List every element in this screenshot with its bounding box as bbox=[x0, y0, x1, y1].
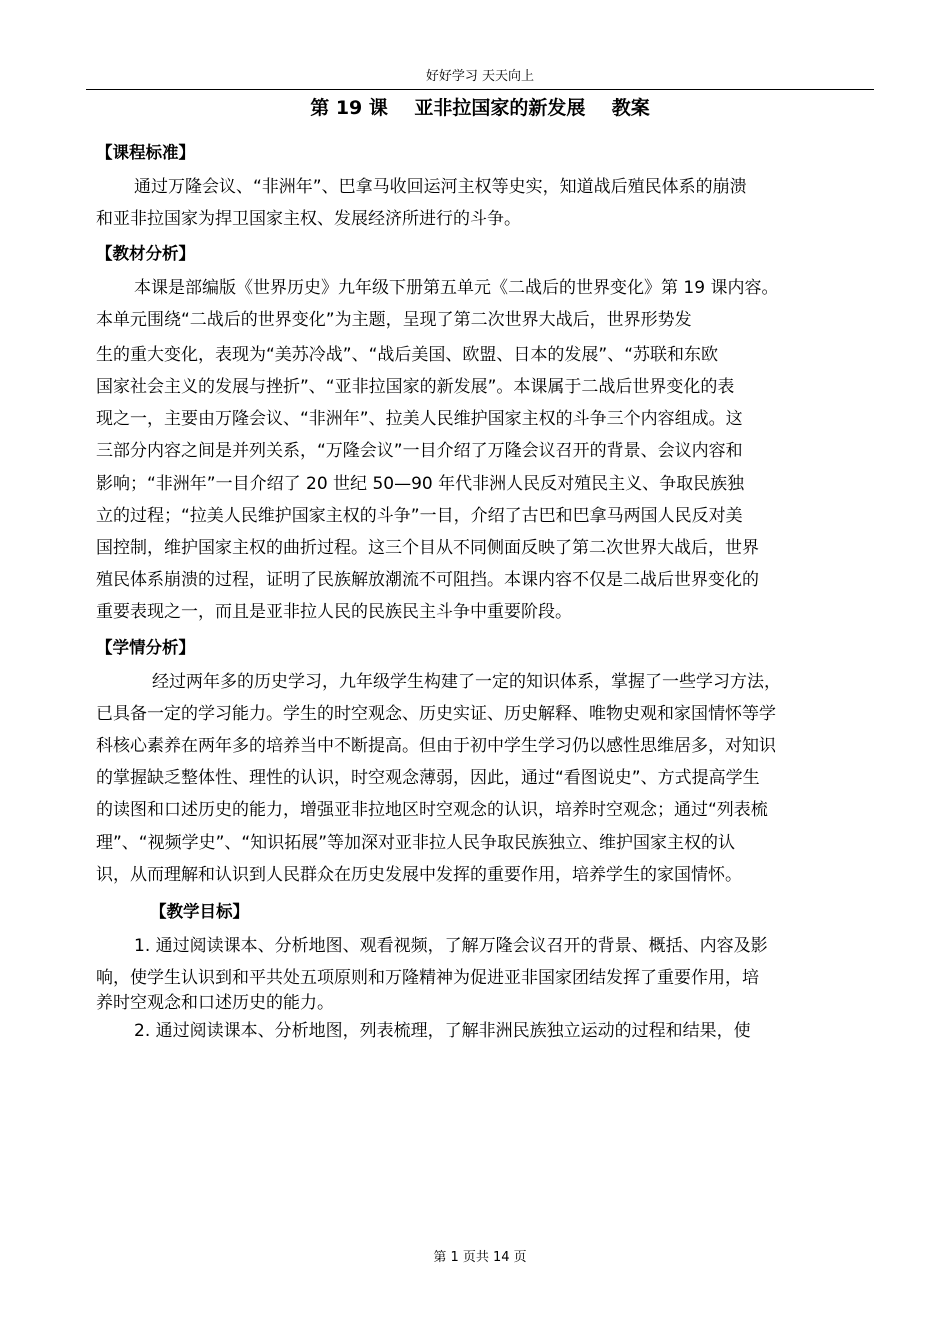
header-rule bbox=[86, 89, 874, 90]
paragraph-line: 2. 通过阅读课本、分析地图，列表梳理，了解非洲民族独立运动的过程和结果，使 bbox=[134, 1021, 751, 1041]
paragraph-line: 经过两年多的历史学习，九年级学生构建了一定的知识体系，掌握了一些学习方法， bbox=[152, 672, 781, 692]
paragraph-line: 生的重大变化，表现为“美苏冷战”、“战后美国、欧盟、日本的发展”、“苏联和东欧 bbox=[96, 345, 719, 365]
paragraph-line: 和亚非拉国家为捍卫国家主权、发展经济所进行的斗争。 bbox=[96, 209, 521, 229]
page-footer: 第 1 页共 14 页 bbox=[433, 1250, 527, 1265]
paragraph-line: 1. 通过阅读课本、分析地图、观看视频，了解万隆会议召开的背景、概括、内容及影 bbox=[134, 936, 768, 956]
paragraph-line: 国家社会主义的发展与挫折”、“亚非拉国家的新发展”。本课属于二战后世界变化的表 bbox=[96, 377, 735, 397]
paragraph-line: 本单元围绕“二战后的世界变化”为主题，呈现了第二次世界大战后，世界形势发 bbox=[96, 310, 692, 330]
paragraph-line: 本课是部编版《世界历史》九年级下册第五单元《二战后的世界变化》第 19 课内容。 bbox=[134, 278, 779, 298]
document-title: 第 19 课 亚非拉国家的新发展 教案 bbox=[310, 97, 650, 119]
paragraph-line: 重要表现之一，而且是亚非拉人民的民族民主斗争中重要阶段。 bbox=[96, 602, 572, 622]
paragraph-line: 已具备一定的学习能力。学生的时空观念、历史实证、历史解释、唯物史观和家国情怀等学 bbox=[96, 704, 776, 724]
paragraph-line: 殖民体系崩溃的过程，证明了民族解放潮流不可阻挡。本课内容不仅是二战后世界变化的 bbox=[96, 570, 759, 590]
paragraph-line: 响，使学生认识到和平共处五项原则和万隆精神为促进亚非国家团结发挥了重要作用，培 bbox=[96, 968, 759, 988]
paragraph-line: 现之一，主要由万隆会议、“非洲年”、拉美人民维护国家主权的斗争三个内容组成。这 bbox=[96, 409, 743, 429]
paragraph-line: 通过万隆会议、“非洲年”、巴拿马收回运河主权等史实，知道战后殖民体系的崩溃 bbox=[134, 177, 747, 197]
paragraph-line: 影响；“非洲年”一目介绍了 20 世纪 50—90 年代非洲人民反对殖民主义、争取民族独 bbox=[96, 474, 745, 494]
section-heading-student-analysis: 【学情分析】 bbox=[96, 638, 195, 657]
paragraph-line: 立的过程；“拉美人民维护国家主权的斗争”一目，介绍了古巴和巴拿马两国人民反对美 bbox=[96, 506, 743, 526]
section-heading-curriculum-standard: 【课程标准】 bbox=[96, 143, 195, 162]
paragraph-line: 理”、“视频学史”、“知识拓展”等加深对亚非拉人民争取民族独立、维护国家主权的认 bbox=[96, 833, 736, 853]
paragraph-line: 的读图和口述历史的能力，增强亚非拉地区时空观念的认识，培养时空观念；通过“列表梳 bbox=[96, 800, 768, 820]
paragraph-line: 的掌握缺乏整体性、理性的认识，时空观念薄弱，因此，通过“看图说史”、方式提高学生 bbox=[96, 768, 760, 788]
page-header: 好好学习 天天向上 bbox=[425, 69, 535, 84]
paragraph-line: 科核心素养在两年多的培养当中不断提高。但由于初中学生学习仍以感性思维居多，对知识 bbox=[96, 736, 776, 756]
paragraph-line: 国控制，维护国家主权的曲折过程。这三个目从不同侧面反映了第二次世界大战后，世界 bbox=[96, 538, 759, 558]
paragraph-line: 识，从而理解和认识到人民群众在历史发展中发挥的重要作用，培养学生的家国情怀。 bbox=[96, 865, 742, 885]
paragraph-line: 三部分内容之间是并列关系，“万隆会议”一目介绍了万隆会议召开的背景、会议内容和 bbox=[96, 441, 743, 461]
section-heading-teaching-objectives: 【教学目标】 bbox=[150, 902, 249, 921]
section-heading-textbook-analysis: 【教材分析】 bbox=[96, 244, 195, 263]
paragraph-line: 养时空观念和口述历史的能力。 bbox=[96, 993, 334, 1013]
